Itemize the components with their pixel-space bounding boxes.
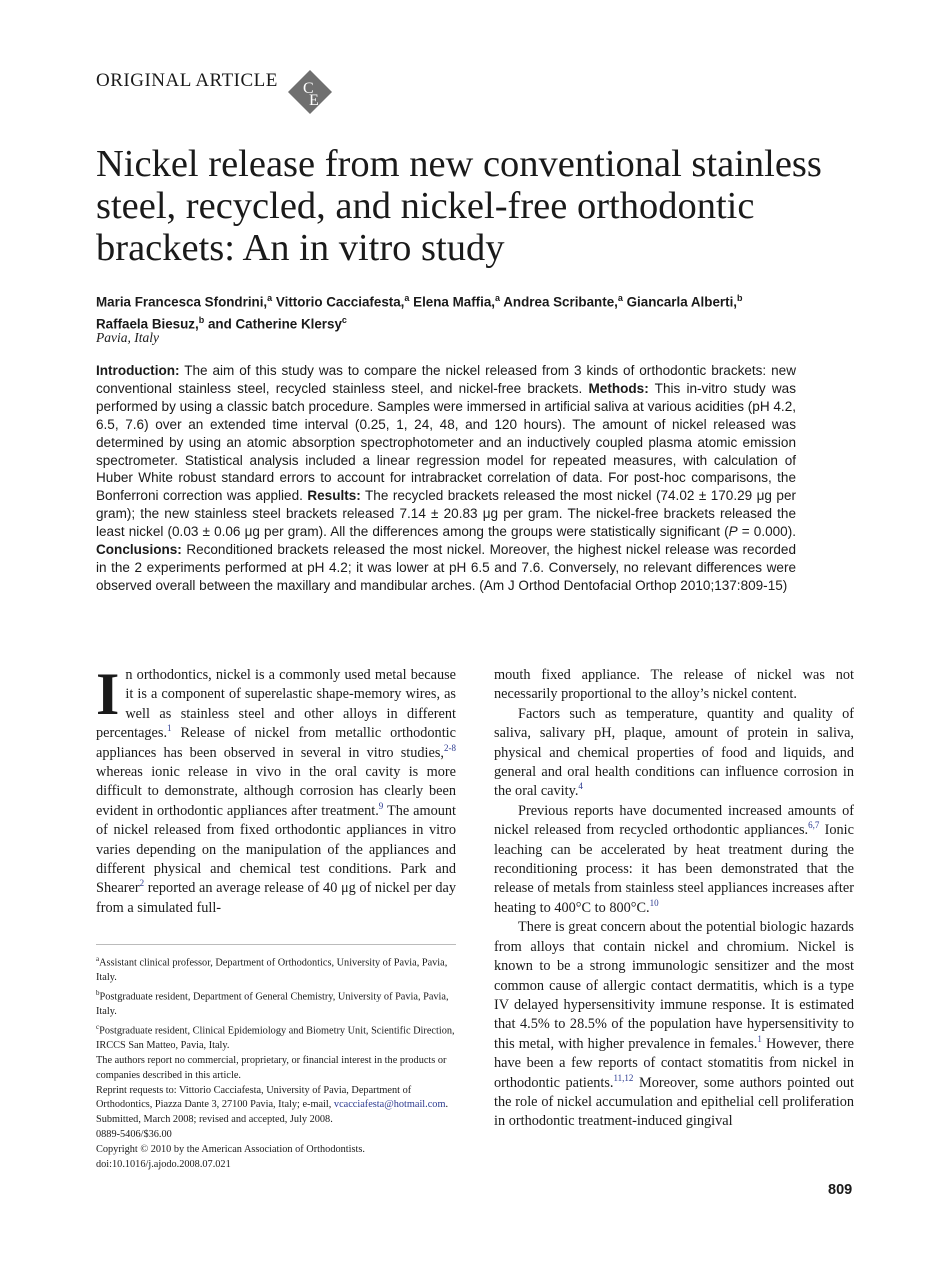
author-affiliation: b xyxy=(737,293,743,303)
body-paragraph: Factors such as temperature, quantity and quality of saliva, salivary pH, plaque, amount of protein in saliva, physical and chemical properties of food and liquids, and general and oral health conditions can influence corrosion in the oral cavity.$^4$ xyxy=(494,705,854,800)
abstract-results: The recycled brackets released the most nickel (74.02 ± 170.29 μg per gram); the new stainless steel brackets released 7.14 ± 20.83 μg per gram. The nickel-free brackets released the least nickel (0.03 ± 0.06 μg per gram). All the differences among the groups were statistically significant ( xyxy=(96,488,796,540)
author-name: Andrea Scribante, xyxy=(503,294,618,310)
article-title: Nickel release from new conventional stainless steel, recycled, and nickel-free orthodontic brackets: An in vitro study xyxy=(96,143,822,269)
reference-link[interactable]: 2 xyxy=(139,878,145,889)
article-type-label: ORIGINAL ARTICLE xyxy=(96,70,278,91)
body-column-right xyxy=(494,666,854,1132)
author-list xyxy=(96,289,856,334)
author-name: and Catherine Klersy xyxy=(207,316,342,332)
reference-link[interactable]: 2-8 xyxy=(444,742,456,753)
footnotes xyxy=(96,952,456,1172)
reference-link[interactable]: 6,7 xyxy=(808,820,820,831)
author-affiliation: c xyxy=(341,315,347,326)
ce-logo-e: E xyxy=(309,92,319,109)
abstract-results-label: Results: xyxy=(307,488,361,504)
reference-link[interactable]: 10 xyxy=(649,898,659,909)
body-text: whereas ionic release in vivo in the oral cavity is more difficult to demonstrate, although corrosion has clearly been evident in orthodontic appliances after treatment. xyxy=(96,764,456,819)
page-number: 809 xyxy=(828,1182,853,1198)
reference-link[interactable]: 1 xyxy=(167,723,172,734)
abstract-intro-label: Introduction: xyxy=(96,363,180,378)
reference-link[interactable]: 11,12 xyxy=(613,1072,634,1083)
abstract-p-symbol: P xyxy=(728,524,738,540)
author-name: Raffaela Biesuz, xyxy=(96,316,199,332)
body-text: Release of nickel from metallic orthodontic appliances has been observed in several in vitro studies, xyxy=(96,725,456,761)
footnote-a: $^a$Assistant clinical professor, Department of Orthodontics, University of Pavia, Pavia, Italy. xyxy=(96,955,448,984)
footnote-submitted: Submitted, March 2008; revised and accepted, July 2008. xyxy=(96,1114,333,1126)
footnote-disclosure: The authors report no commercial, proprietary, or financial interest in the products or companies described in this article. xyxy=(96,1055,447,1081)
reference-link[interactable]: 4 xyxy=(578,781,583,792)
abstract-results-end: = 0.000). xyxy=(737,524,796,540)
body-column-left xyxy=(96,661,456,918)
author-name: Vittorio Cacciafesta, xyxy=(275,294,405,310)
footnote-c: $^c$Postgraduate resident, Clinical Epidemiology and Biometry Unit, Scientific Direction, IRCCS San Matteo, Pavia, Italy. xyxy=(96,1023,455,1052)
abstract xyxy=(96,362,796,595)
drop-cap: I xyxy=(96,661,120,727)
footnote-copyright: Copyright © 2010 by the American Association of Orthodontists. xyxy=(96,1143,365,1155)
body-paragraph: There is great concern about the potential biologic hazards from alloys that contain nickel and chromium. Nickel is known to be a strong immunologic sensitizer and the most common cause of allergic contact dermatitis, which is a type IV delayed hypersensitivity immune response. It is estimated that 4.5% to 28.5% of the population have hypersensitivity to this metal, with higher prevalence in females.$^1$ However, there have been a few reports of contact stomatitis from nickel in orthodontic patients.$^{11,12}$ Moreover, some authors pointed out the role of nickel accumulation and epithelial cell proliferation in orthodontic treatment-induced gingival xyxy=(494,919,854,1130)
abstract-intro: The aim of this study was to compare the nickel released from 3 kinds of orthodontic brackets: new conventional stainless steel, recycled stainless steel, and nickel-free brackets. xyxy=(96,363,796,396)
author-affiliation: a xyxy=(267,293,273,303)
footnote-doi: doi:10.1016/j.ajodo.2008.07.021 xyxy=(96,1158,231,1170)
reference-link[interactable]: 1 xyxy=(757,1033,762,1044)
ce-logo-icon xyxy=(286,68,334,116)
abstract-conclusions: Reconditioned brackets released the most nickel. Moreover, the highest nickel release was recorded in the 2 experiments performed at pH 4.2; it was lower at pH 6.5 and 7.6. Conversely, no relevant differences were observed overall between the maxillary and mandibular arches. (Am J Orthod Dentofacial Orthop 2010;137:809-15) xyxy=(96,542,796,593)
footnote-b: $^b$Postgraduate resident, Department of General Chemistry, University of Pavia, Pavia, Italy. xyxy=(96,989,449,1018)
body-paragraph: mouth fixed appliance. The release of nickel was not necessarily proportional to the alloy’s nickel content. xyxy=(494,667,854,703)
footnote-reprint: Reprint requests to: Vittorio Cacciafesta, University of Pavia, Department of Orthodontics, Piazza Dante 3, 27100 Pavia, Italy; e-mail, vcacciafesta@hotmail.com. xyxy=(96,1084,449,1111)
ce-logo-c: C xyxy=(303,80,314,97)
footnote-price: 0889-5406/$36.00 xyxy=(96,1129,172,1141)
author-affiliation: a xyxy=(495,293,501,303)
abstract-methods: This in-vitro study was performed by using a classic batch procedure. Samples were immersed in artificial saliva at various acidities (pH 4.2, 6.5, 7.6) over an extended time interval (0.25, 1, 24, 48, and 120 hours). The amount of nickel released was determined by using an atomic absorption spectrophotometer and an inductively coupled plasma atomic emission spectrometer. Statistical analysis included a linear regression model for repeated measures, with calculation of Huber White robust standard errors to account for intrabracket correlation of data. For post-hoc comparisons, the Bonferroni correction was applied. xyxy=(96,380,796,504)
intro-paragraph xyxy=(96,661,456,918)
author-name: Maria Francesca Sfondrini, xyxy=(96,294,268,310)
body-text: n orthodontics, nickel is a commonly used metal because it is a component of superelastic shape-memory wires, as well as stainless steel and other alloys in different percentages. xyxy=(96,667,456,742)
author-affiliation: b xyxy=(198,315,205,326)
email-link[interactable]: vcacciafesta@hotmail.com xyxy=(333,1099,446,1111)
body-paragraph: Previous reports have documented increased amounts of nickel released from recycled orthodontic appliances.$^{6,7}$ Ionic leaching can be accelerated by heat treatment during the reconditioning process: it has been demonstrated that the release of metals from stainless steel appliances increases after heating to 400°C to 800°C.$^{10}$ xyxy=(494,802,854,916)
author-affiliation: a xyxy=(617,293,623,303)
body-text: reported an average release of 40 μg of nickel per day from a simulated full- xyxy=(96,880,456,916)
author-location: Pavia, Italy xyxy=(96,330,159,345)
footnote-divider xyxy=(96,944,456,945)
reference-link[interactable]: 9 xyxy=(378,801,384,812)
author-name: Elena Maffia, xyxy=(413,294,496,310)
abstract-methods-label: Methods: xyxy=(588,380,649,396)
author-affiliation: a xyxy=(404,293,410,303)
abstract-conclusions-label: Conclusions: xyxy=(96,542,182,558)
author-name: Giancarla Alberti, xyxy=(626,294,738,310)
body-text: The amount of nickel released from fixed orthodontic appliances in vitro varies depending on the manipulation of the appliances and different physical and chemical test conditions. Park and Shearer xyxy=(96,802,456,897)
